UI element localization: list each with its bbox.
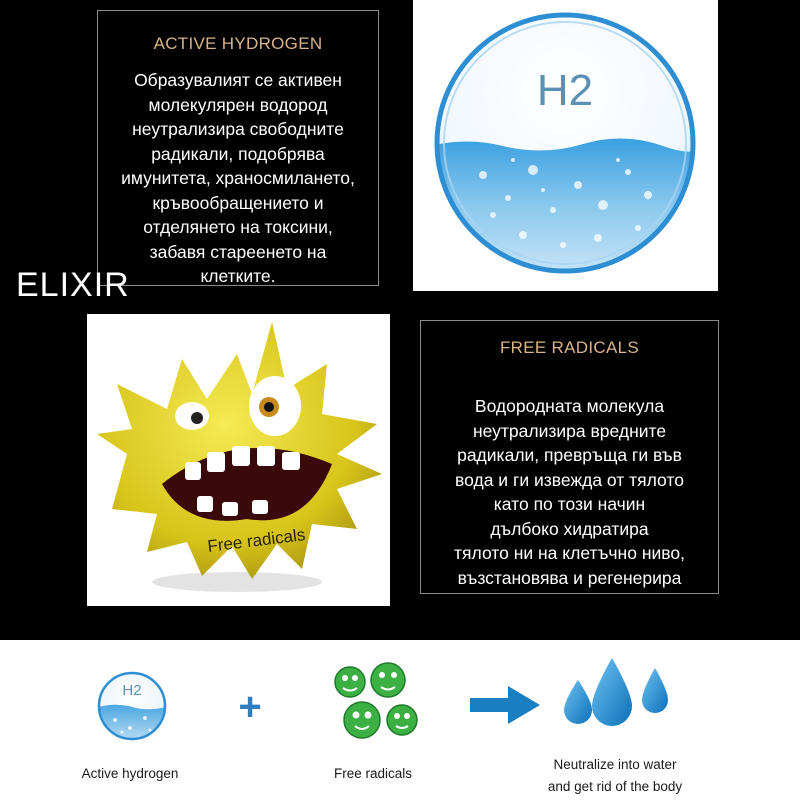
text-line: Водородната молекула: [474, 396, 665, 416]
h2-sphere-label: H2: [536, 66, 594, 115]
text-line: Образувалият се активен: [134, 70, 342, 90]
text-line: неутрализира вредните: [472, 420, 667, 441]
text-line: неутрализира свободните: [132, 119, 344, 139]
h2-icon-label: H2: [122, 682, 142, 699]
text-line: възстановява и регенерира: [457, 567, 682, 588]
h2-sphere-icon: [95, 673, 170, 750]
arrow-right-icon: [470, 686, 540, 724]
text-line: радикали, превръща ги във: [457, 445, 682, 465]
logo-text: ELIXIR: [16, 266, 130, 304]
text-line: клетките.: [200, 266, 276, 286]
text-line: имунитета, храносмилането,: [121, 168, 355, 188]
active-hydrogen-label: Active hydrogen: [81, 766, 179, 781]
text-line: вода и ги извежда от тялото: [455, 469, 684, 490]
free-radical-monster-image: [87, 314, 390, 606]
free-radicals-label: Free radicals: [333, 766, 413, 781]
neutralize-label: [525, 754, 705, 798]
panel-title: ACTIVE HYDROGEN: [153, 34, 323, 53]
text-line: забавя стареенето на: [149, 241, 327, 262]
text-line: отделянето на токсини,: [143, 217, 333, 237]
text-line: тялото ни на клетъчно ниво,: [454, 543, 685, 563]
neutralize-line-2: and get rid of the body: [547, 779, 683, 794]
panel-body: [98, 68, 378, 289]
text-line: като по този начин: [493, 494, 646, 514]
free-radicals-panel: [420, 320, 719, 594]
neutralize-line-1: Neutralize into water: [553, 757, 677, 772]
monster-caption: Free radicals: [206, 525, 307, 556]
text-line: кръвообращението и: [152, 192, 324, 213]
text-line: молекулярен водород: [148, 94, 328, 115]
panel-body: [421, 394, 718, 590]
elixir-logo: [14, 258, 164, 318]
water-drops-icon: [564, 658, 668, 726]
green-radicals-icon: [335, 663, 417, 738]
text-line: дълбоко хидратира: [490, 518, 649, 539]
active-hydrogen-panel: [97, 10, 379, 286]
text-line: радикали, подобрява: [151, 143, 325, 164]
plus-icon: +: [238, 685, 262, 729]
h2-water-sphere-image: [413, 0, 718, 291]
panel-title: FREE RADICALS: [500, 338, 639, 357]
